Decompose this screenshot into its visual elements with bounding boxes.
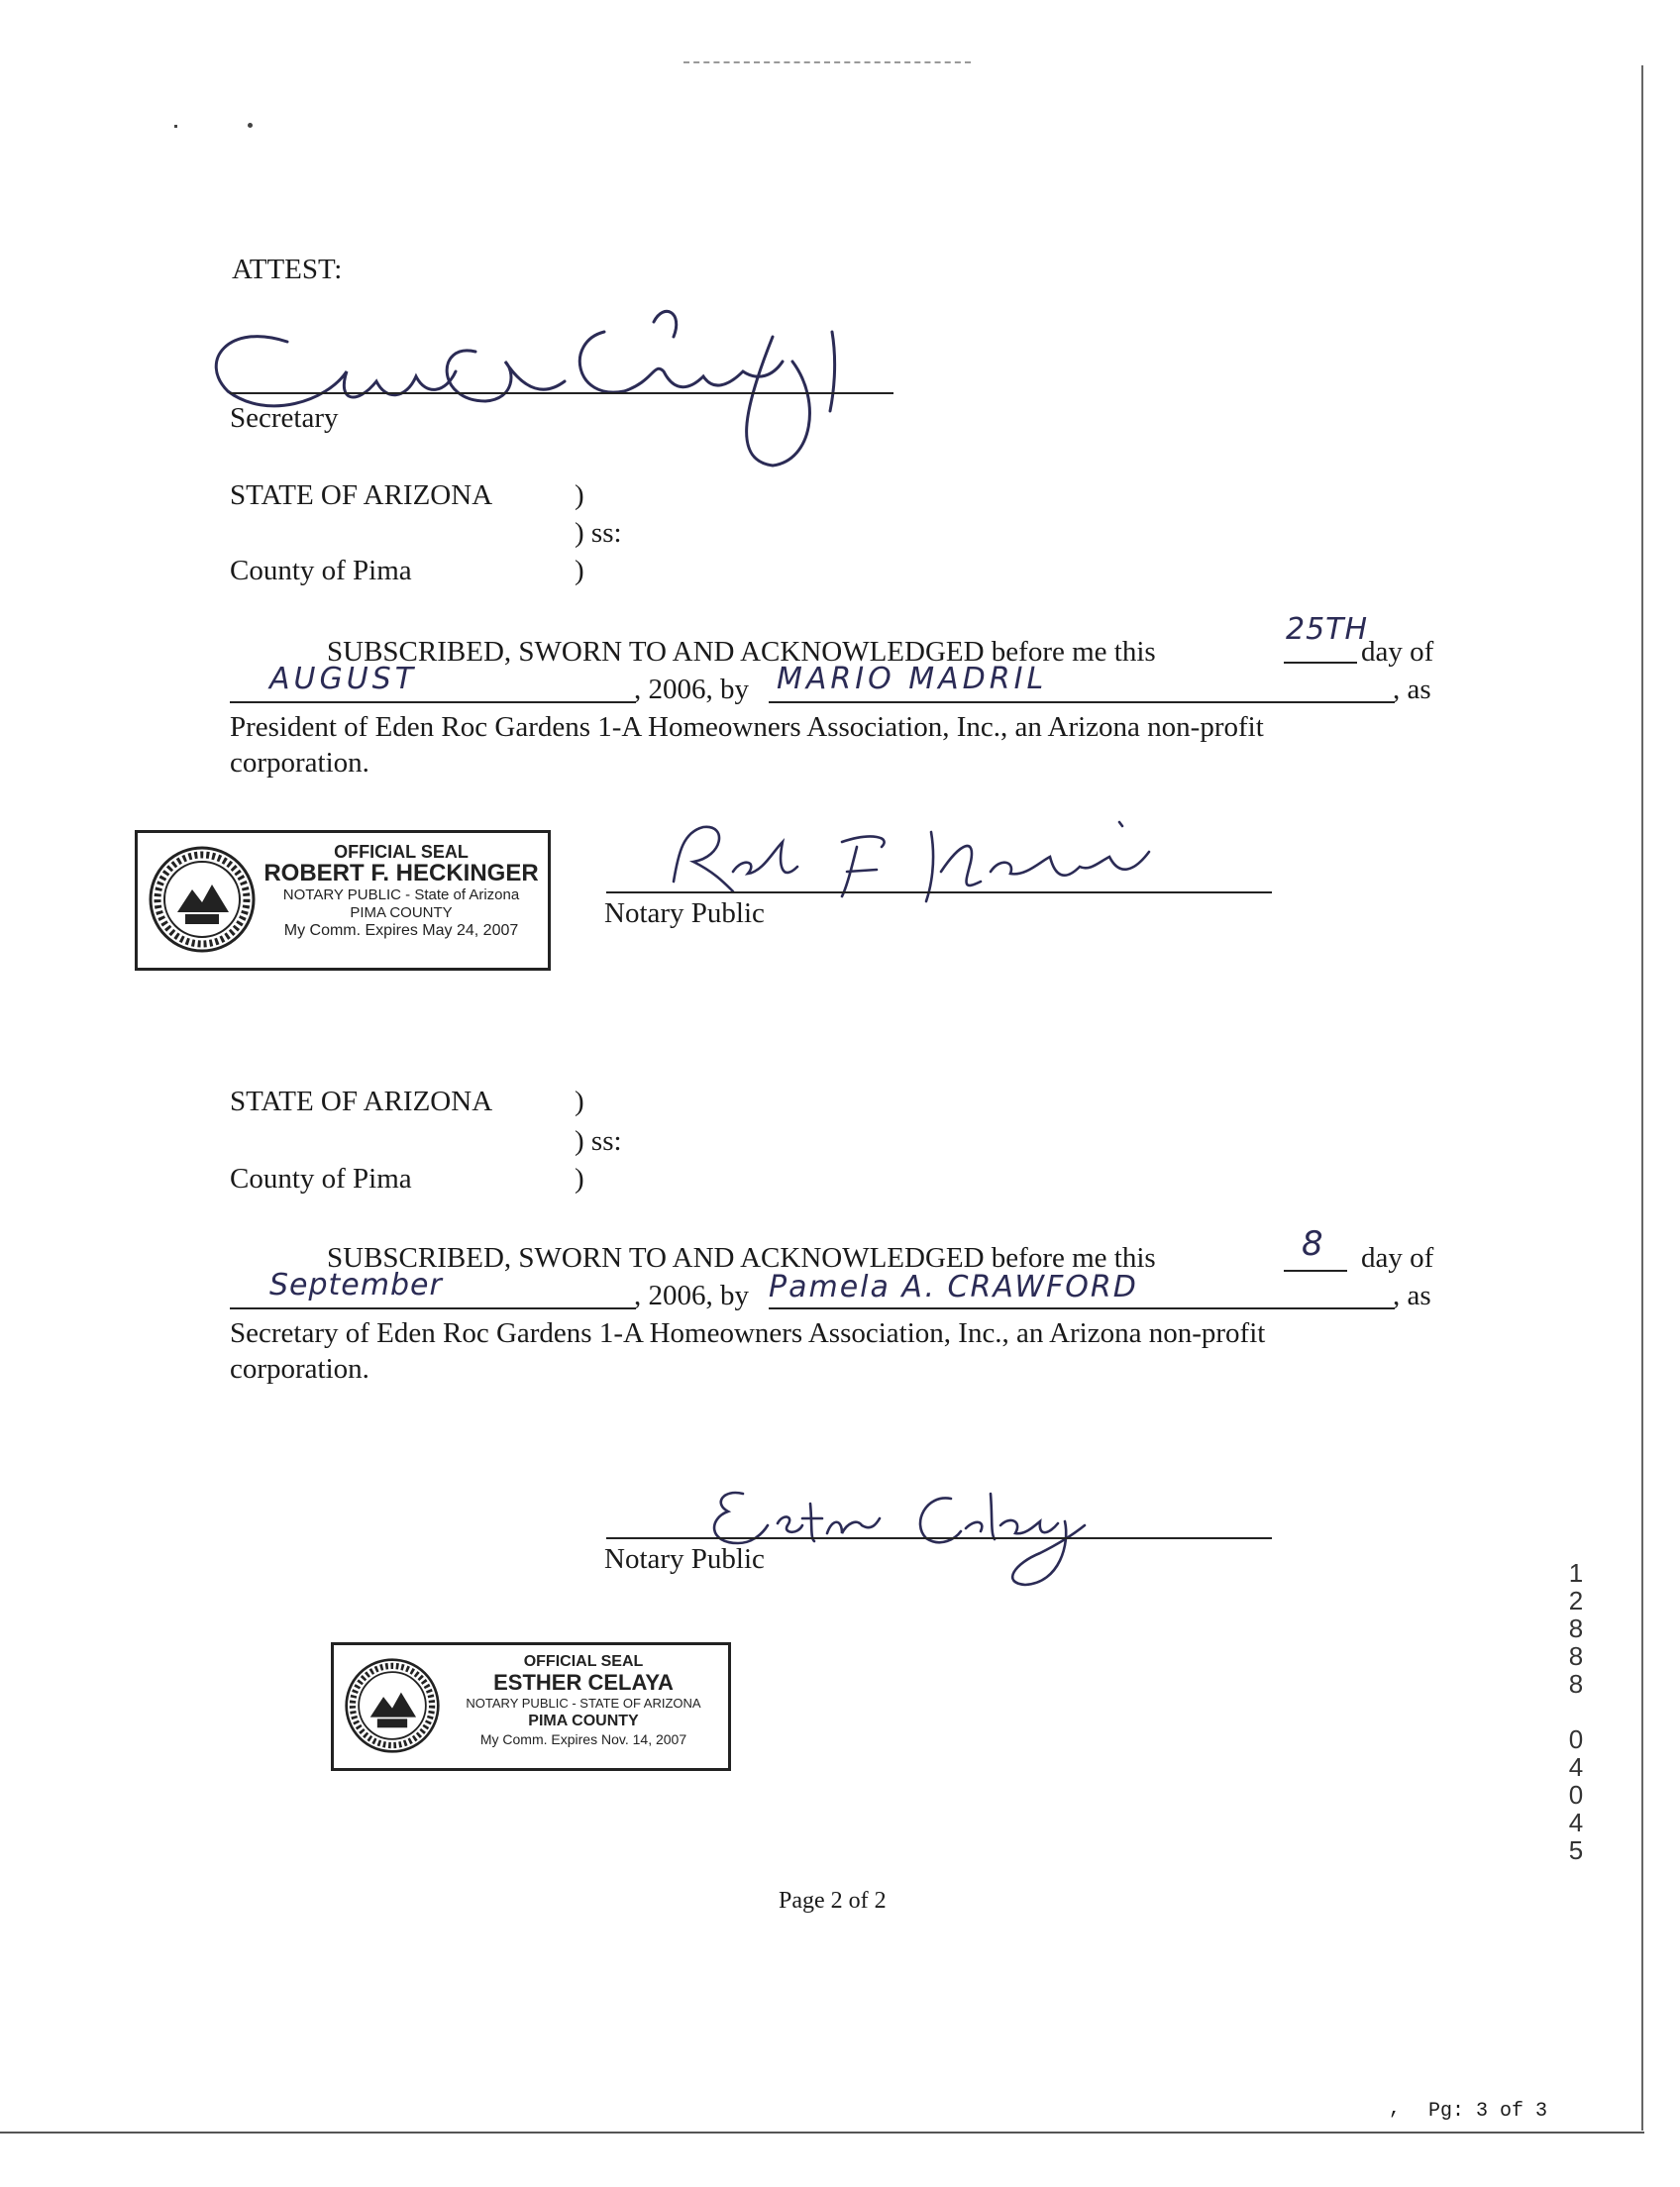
doc-number-gap: [1561, 1698, 1591, 1725]
seal2-title: OFFICIAL SEAL: [523, 1653, 644, 1670]
venue1-paren-top: ): [575, 479, 584, 511]
venue2-paren-bottom: ): [575, 1163, 584, 1195]
ack1-month-line: [230, 701, 636, 703]
arizona-seal-icon: [344, 1657, 441, 1754]
ack2-day-line: [1284, 1270, 1347, 1272]
seal1-line2: PIMA COUNTY: [350, 904, 453, 921]
notary-seal-1-text: [261, 843, 542, 940]
seal2-name: ESTHER CELAYA: [493, 1670, 674, 1695]
ack1-lead: SUBSCRIBED, SWORN TO AND ACKNOWLEDGED before me this: [327, 636, 1156, 668]
ack1-capacity-2: corporation.: [230, 747, 369, 779]
ack1-month: AUGUST: [269, 662, 418, 696]
secretary-signature: [188, 282, 901, 480]
ack1-day: 25TH: [1286, 612, 1369, 647]
ack1-year-by: , 2006, by: [634, 674, 749, 705]
scan-artifact-top: [683, 61, 971, 63]
venue2-ss: ) ss:: [575, 1125, 622, 1157]
ack2-capacity: Secretary of Eden Roc Gardens 1-A Homeowners Association, Inc., an Arizona non-profit: [230, 1317, 1266, 1349]
ack2-month: September: [269, 1268, 443, 1302]
ack1-as: , as: [1393, 674, 1431, 705]
seal1-name: ROBERT F. HECKINGER: [263, 860, 539, 886]
notary2-label: Notary Public: [604, 1543, 765, 1575]
attest-heading: ATTEST:: [232, 254, 343, 285]
ack1-name: MARIO MADRIL: [777, 662, 1048, 696]
ack2-year-by: , 2006, by: [634, 1280, 749, 1311]
ack2-name-line: [769, 1307, 1395, 1309]
doc-number-digit: 4: [1568, 1808, 1584, 1837]
ack1-name-line: [769, 701, 1395, 703]
secretary-role: Secretary: [230, 402, 339, 434]
seal1-line1: NOTARY PUBLIC - State of Arizona: [282, 886, 520, 903]
notary1-signature-line: [606, 891, 1272, 893]
seal1-line3: My Comm. Expires May 24, 2007: [283, 922, 519, 939]
page-number: Page 2 of 2: [779, 1888, 887, 1914]
venue1-paren-bottom: ): [575, 555, 584, 586]
recorder-page-number: Pg: 3 of 3: [1428, 2100, 1548, 2123]
doc-number-digit: 8: [1568, 1641, 1584, 1671]
notary1-label: Notary Public: [604, 897, 765, 929]
secretary-signature-line: [230, 392, 893, 394]
document-number-vertical: [1561, 1559, 1591, 1864]
ack1-day-line: [1284, 662, 1357, 664]
seal2-line2: PIMA COUNTY: [528, 1713, 639, 1729]
ack2-month-line: [230, 1307, 636, 1309]
seal2-line1: NOTARY PUBLIC - STATE OF ARIZONA: [466, 1696, 701, 1711]
notary-seal-2-text: [445, 1653, 722, 1748]
doc-number-digit: 5: [1568, 1835, 1584, 1865]
venue1-state: STATE OF ARIZONA: [230, 479, 493, 511]
scan-dot: [174, 125, 177, 128]
notary2-signature: [683, 1464, 1139, 1603]
arizona-seal-icon: [148, 845, 257, 954]
doc-number-digit: 8: [1568, 1614, 1584, 1643]
ack2-capacity-2: corporation.: [230, 1353, 369, 1385]
venue2-state: STATE OF ARIZONA: [230, 1086, 493, 1117]
venue1-county: County of Pima: [230, 555, 412, 586]
venue2-county: County of Pima: [230, 1163, 412, 1195]
doc-number-digit: 1: [1568, 1558, 1584, 1588]
ack2-day: 8: [1302, 1224, 1327, 1264]
ack1-day-of: day of: [1361, 636, 1434, 668]
venue1-ss: ) ss:: [575, 517, 622, 549]
notary-seal-1: [135, 830, 551, 971]
doc-number-digit: 2: [1568, 1586, 1584, 1615]
scan-dot: [248, 123, 253, 128]
page-bottom-border: [0, 2132, 1644, 2134]
doc-number-digit: 0: [1568, 1780, 1584, 1810]
notary2-signature-line: [606, 1537, 1272, 1539]
page-right-border: [1641, 65, 1643, 2131]
notary-seal-2: [331, 1642, 731, 1771]
ack2-day-of: day of: [1361, 1242, 1434, 1274]
recorder-page-comma: ,: [1389, 2098, 1402, 2121]
doc-number-digit: 4: [1568, 1752, 1584, 1782]
doc-number-digit: 8: [1568, 1669, 1584, 1699]
ack1-capacity: President of Eden Roc Gardens 1-A Homeowners Association, Inc., an Arizona non-profit: [230, 711, 1264, 743]
ack2-lead: SUBSCRIBED, SWORN TO AND ACKNOWLEDGED before me this: [327, 1242, 1156, 1274]
doc-number-digit: 0: [1568, 1724, 1584, 1754]
seal2-line3: My Comm. Expires Nov. 14, 2007: [479, 1731, 687, 1747]
ack2-name: Pamela A. CRAWFORD: [769, 1270, 1138, 1304]
ack2-as: , as: [1393, 1280, 1431, 1311]
venue2-paren-top: ): [575, 1086, 584, 1117]
seal1-title: OFFICIAL SEAL: [334, 842, 469, 862]
